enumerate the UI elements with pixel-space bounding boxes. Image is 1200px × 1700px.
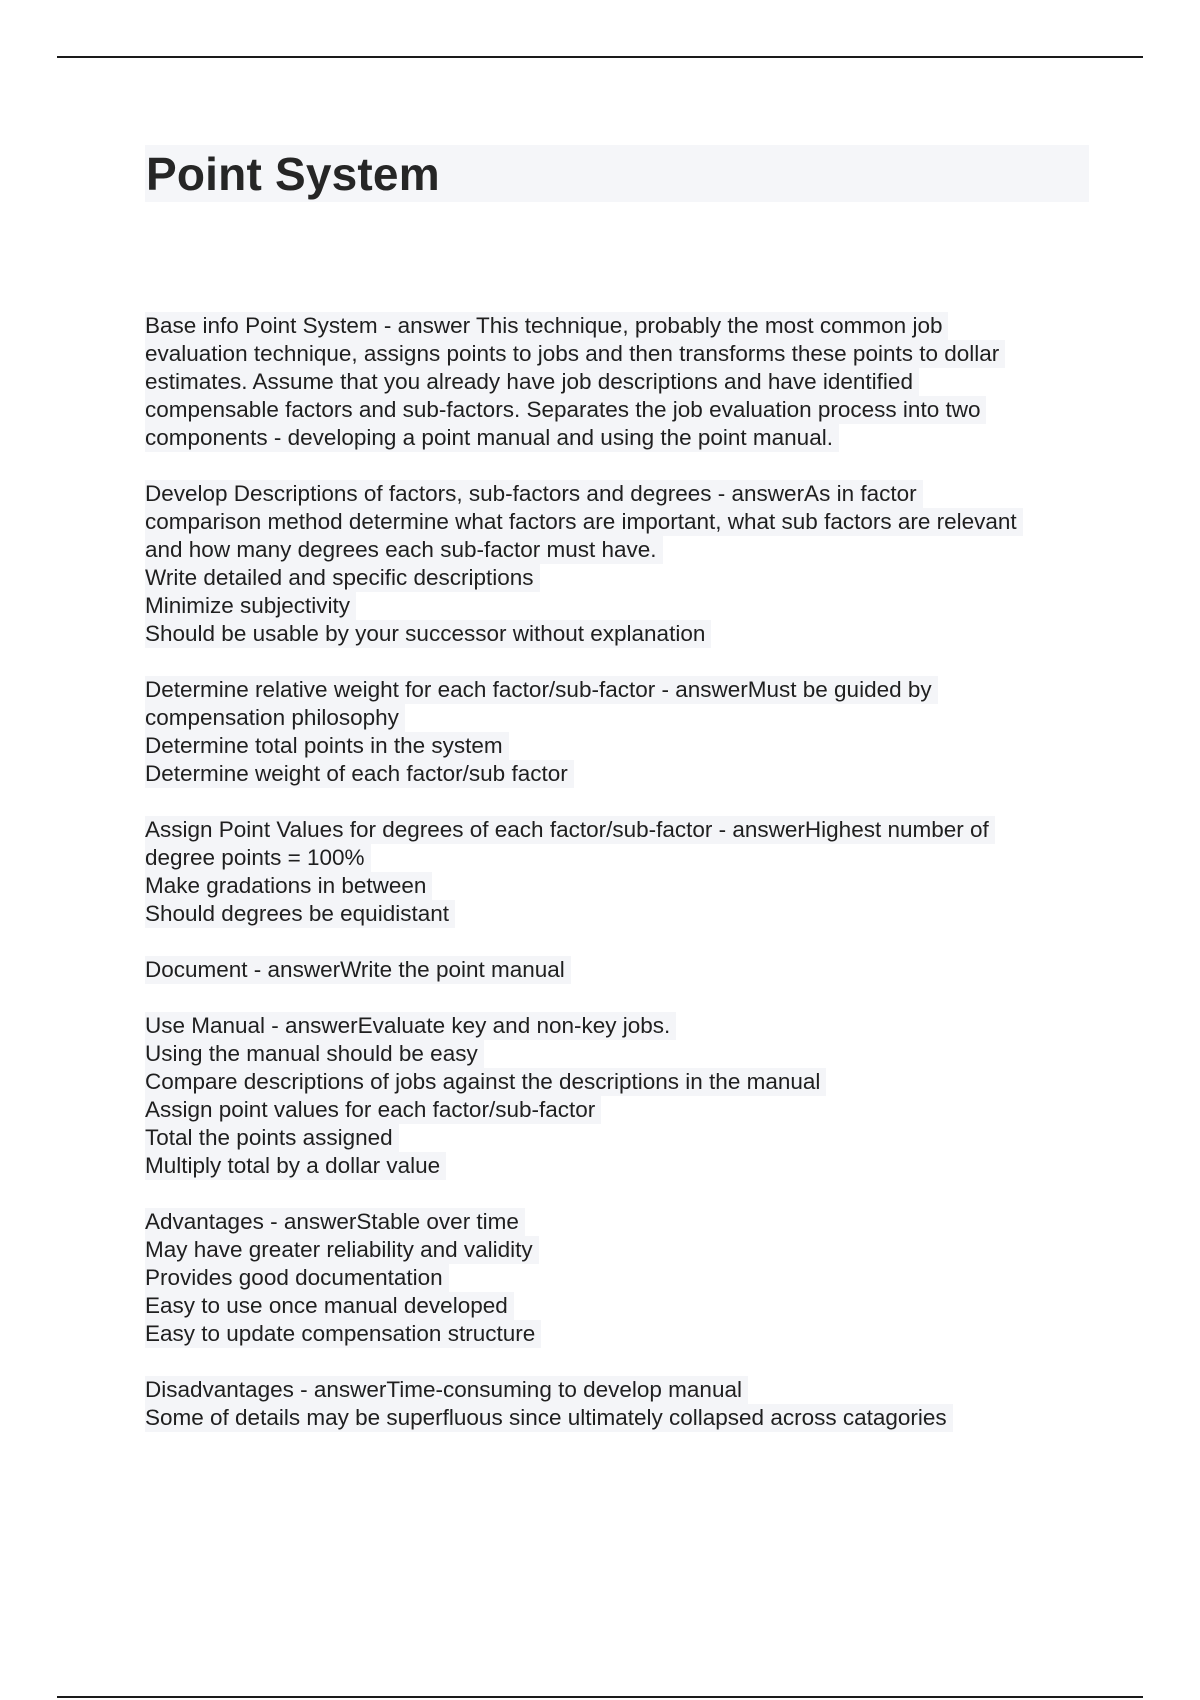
card-line: estimates. Assume that you already have job descriptions and have identified xyxy=(145,368,919,396)
card-line: Assign Point Values for degrees of each factor/sub-factor - answerHighest number of xyxy=(145,816,995,844)
card-line: Disadvantages - answerTime-consuming to develop manual xyxy=(145,1376,748,1404)
card-line: Easy to use once manual developed xyxy=(145,1292,514,1320)
card-line: Multiply total by a dollar value xyxy=(145,1152,446,1180)
card-line: Minimize subjectivity xyxy=(145,592,356,620)
flashcard xyxy=(145,956,1095,984)
card-line: Make gradations in between xyxy=(145,872,432,900)
card-line: Assign point values for each factor/sub-factor xyxy=(145,1096,601,1124)
flashcard xyxy=(145,480,1095,648)
card-line: evaluation technique, assigns points to jobs and then transforms these points to dollar xyxy=(145,340,1005,368)
card-line: Advantages - answerStable over time xyxy=(145,1208,525,1236)
bottom-divider xyxy=(57,1696,1143,1698)
card-line: degree points = 100% xyxy=(145,844,371,872)
card-line: Use Manual - answerEvaluate key and non-key jobs. xyxy=(145,1012,676,1040)
flashcard xyxy=(145,1208,1095,1348)
card-line: Base info Point System - answer This technique, probably the most common job xyxy=(145,312,948,340)
card-line: compensation philosophy xyxy=(145,704,405,732)
card-line: Document - answerWrite the point manual xyxy=(145,956,571,984)
page-title: Point System xyxy=(146,148,440,200)
flashcard-list xyxy=(145,312,1095,1460)
flashcard xyxy=(145,1376,1095,1432)
card-line: Provides good documentation xyxy=(145,1264,449,1292)
card-line: comparison method determine what factors are important, what sub factors are relevant xyxy=(145,508,1023,536)
card-line: Write detailed and specific descriptions xyxy=(145,564,540,592)
card-line: Compare descriptions of jobs against the descriptions in the manual xyxy=(145,1068,826,1096)
card-line: Total the points assigned xyxy=(145,1124,399,1152)
card-line: Determine weight of each factor/sub factor xyxy=(145,760,574,788)
card-line: compensable factors and sub-factors. Separates the job evaluation process into two xyxy=(145,396,986,424)
card-line: Should degrees be equidistant xyxy=(145,900,455,928)
card-line: Should be usable by your successor without explanation xyxy=(145,620,711,648)
card-line: Develop Descriptions of factors, sub-factors and degrees - answerAs in factor xyxy=(145,480,923,508)
card-line: Using the manual should be easy xyxy=(145,1040,484,1068)
card-line: Easy to update compensation structure xyxy=(145,1320,541,1348)
card-line: Determine relative weight for each factor/sub-factor - answerMust be guided by xyxy=(145,676,938,704)
card-line: May have greater reliability and validity xyxy=(145,1236,539,1264)
flashcard xyxy=(145,676,1095,788)
flashcard xyxy=(145,312,1095,452)
flashcard xyxy=(145,816,1095,928)
card-line: Determine total points in the system xyxy=(145,732,509,760)
card-line: components - developing a point manual and using the point manual. xyxy=(145,424,839,452)
card-line: and how many degrees each sub-factor must have. xyxy=(145,536,663,564)
top-divider xyxy=(57,56,1143,58)
card-line: Some of details may be superfluous since ultimately collapsed across catagories xyxy=(145,1404,953,1432)
flashcard xyxy=(145,1012,1095,1180)
